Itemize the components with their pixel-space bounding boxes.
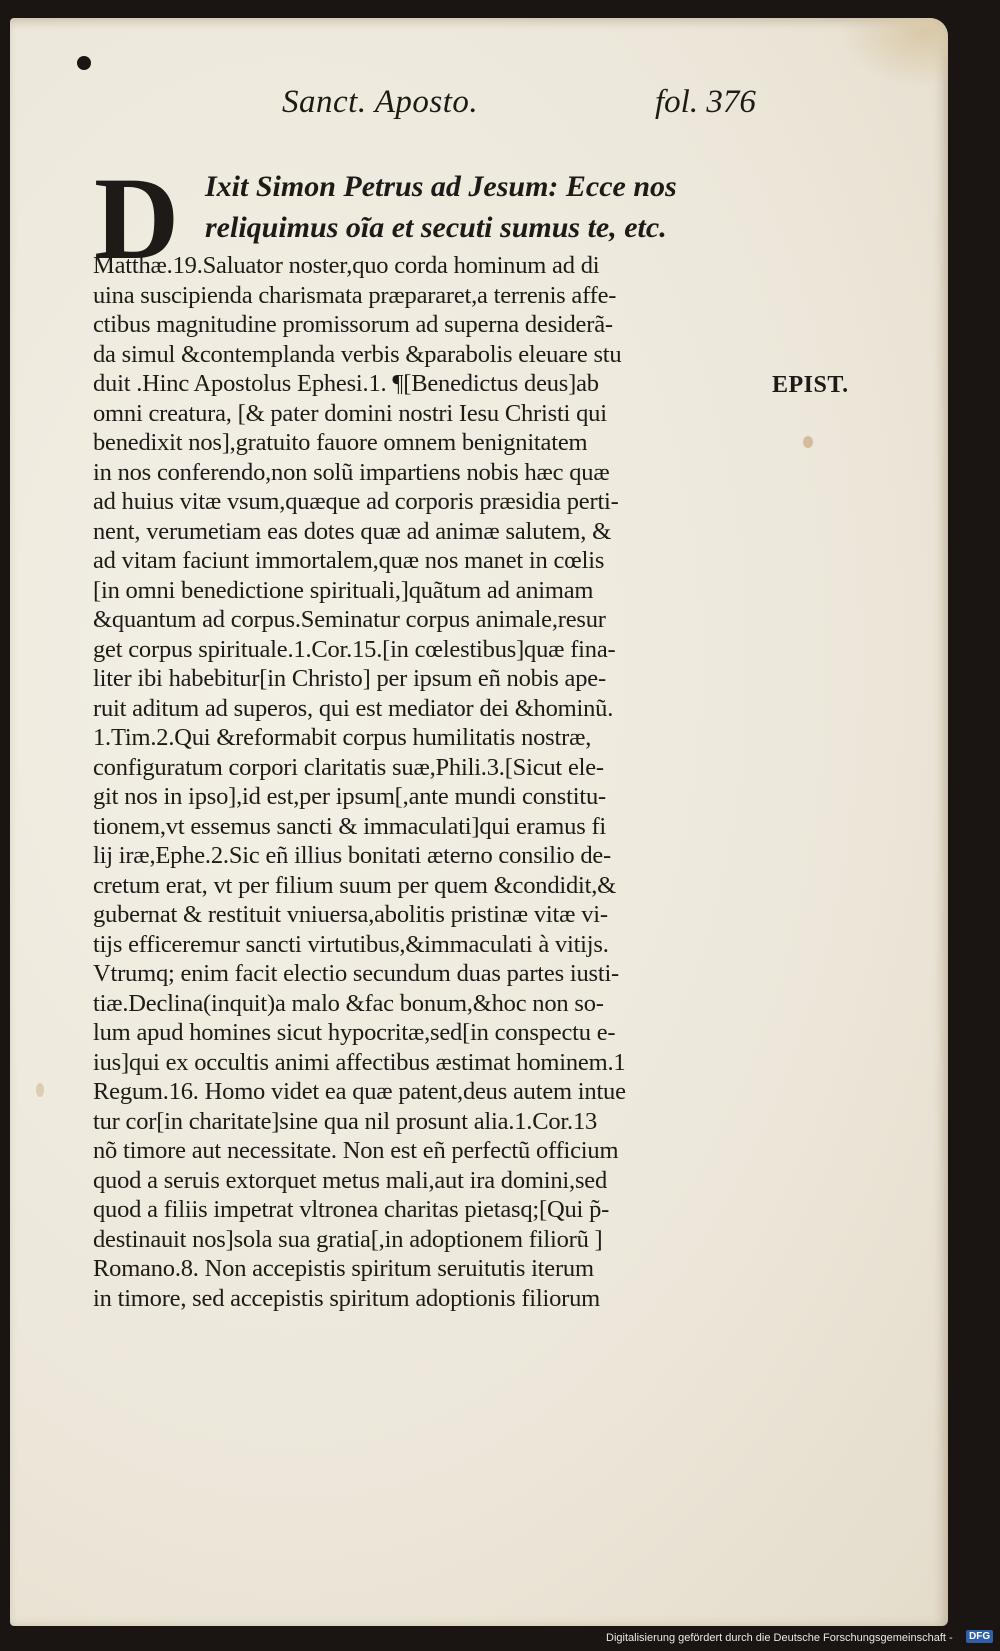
paper-stain <box>803 436 813 448</box>
text-line: tionem,vt essemus sancti & immaculati]qui eramus fi <box>93 812 607 840</box>
text-line: destinauit nos]sola sua gratia[,in adoptionem filiorũ ] <box>93 1225 603 1253</box>
text-line: git nos in ipso],id est,per ipsum[,ante mundi constitu- <box>93 783 606 810</box>
text-line: Romano.8. Non accepistis spiritum seruitutis iterum <box>93 1255 594 1282</box>
text-line: lum apud homines sicut hypocritæ,sed[in conspectu e- <box>93 1019 616 1046</box>
text-line: omni creatura, [& pater domini nostri Iesu Christi qui <box>93 399 607 427</box>
text-line: 1.Tim.2.Qui &reformabit corpus humilitatis nostræ, <box>93 724 592 751</box>
text-line: ad huius vitæ vsum,quæque ad corporis præsidia perti- <box>93 488 619 515</box>
text-line: cretum erat, vt per filium suum per quem &condidit,& <box>93 871 617 899</box>
running-title: Sanct. Aposto. <box>282 84 479 120</box>
text-line: liter ibi habebitur[in Christo] per ipsum eñ nobis ape- <box>93 665 606 692</box>
text-line: &quantum ad corpus.Seminatur corpus animale,resur <box>93 606 606 633</box>
text-line: configuratum corpori claritatis suæ,Phili.3.[Sicut ele- <box>93 753 604 781</box>
page-corner-wear <box>838 18 948 88</box>
text-line: ctibus magnitudine promissorum ad superna desiderã- <box>93 311 613 338</box>
dfg-badge: DFG <box>966 1630 993 1643</box>
margin-note: EPIST. <box>772 372 849 398</box>
text-line: ad vitam faciunt immortalem,quæ nos manet in cœlis <box>93 547 605 574</box>
text-line: [in omni benedictione spirituali,]quãtum ad animam <box>93 576 594 604</box>
text-line: lij iræ,Ephe.2.Sic eñ illius bonitati æterno consilio de- <box>93 842 612 869</box>
text-line: Matthæ.19.Saluator noster,quo corda hominum ad di <box>93 252 600 279</box>
text-line: in nos conferendo,non solũ impartiens nobis hæc quæ <box>93 458 610 486</box>
folio-number: fol. 376 <box>655 84 756 120</box>
text-line: Vtrumq; enim facit electio secundum duas partes iusti- <box>93 960 620 987</box>
paper-stain <box>36 1083 44 1097</box>
text-line: get corpus spirituale.1.Cor.15.[in cœlestibus]quæ fina- <box>93 635 616 663</box>
text-line: in timore, sed accepistis spiritum adoptionis filiorum <box>93 1284 601 1312</box>
text-line: quod a seruis extorquet metus mali,aut ira domini,sed <box>93 1166 607 1194</box>
text-line: tur cor[in charitate]sine qua nil prosunt alia.1.Cor.13 <box>93 1107 598 1135</box>
digitization-credit: Digitalisierung gefördert durch die Deutsche Forschungsgemeinschaft - <box>606 1632 953 1644</box>
text-line: nõ timore aut necessitate. Non est eñ perfectũ officium <box>93 1137 619 1164</box>
text-line: uina suscipienda charismata præpararet,a terrenis affe- <box>93 281 617 309</box>
text-line: ruit aditum ad superos, qui est mediator dei &hominũ. <box>93 694 614 722</box>
body-text <box>93 251 763 1313</box>
text-line: tijs efficeremur sancti virtutibus,&immaculati à vitijs. <box>93 930 609 958</box>
text-line: ius]qui ex occultis animi affectibus æstimat hominem.1 <box>93 1048 626 1076</box>
binding-hole <box>77 56 91 70</box>
text-line: quod a filiis impetrat vltronea charitas pietasq;[Qui p̃- <box>93 1196 610 1223</box>
decorated-initial: D <box>94 153 180 284</box>
text-line: gubernat & restituit vniuersa,abolitis pristinæ vitæ vi- <box>93 901 608 928</box>
text-line: benedixit nos],gratuito fauore omnem benignitatem <box>93 429 588 456</box>
text-line: duit .Hinc Apostolus Ephesi.1. ¶[Benedictus deus]ab <box>93 370 599 397</box>
incipit-line: Ixit Simon Petrus ad Jesum: Ecce nos <box>205 170 677 203</box>
text-line: tiæ.Declina(inquit)a malo &fac bonum,&hoc non so- <box>93 989 604 1017</box>
incipit-line: reliquimus oĩa et secuti sumus te, etc. <box>205 211 667 244</box>
text-line: nent, verumetiam eas dotes quæ ad animæ salutem, & <box>93 517 611 545</box>
text-line: Regum.16. Homo videt ea quæ patent,deus autem intue <box>93 1078 626 1105</box>
text-line: da simul &contemplanda verbis &parabolis eleuare stu <box>93 340 622 368</box>
